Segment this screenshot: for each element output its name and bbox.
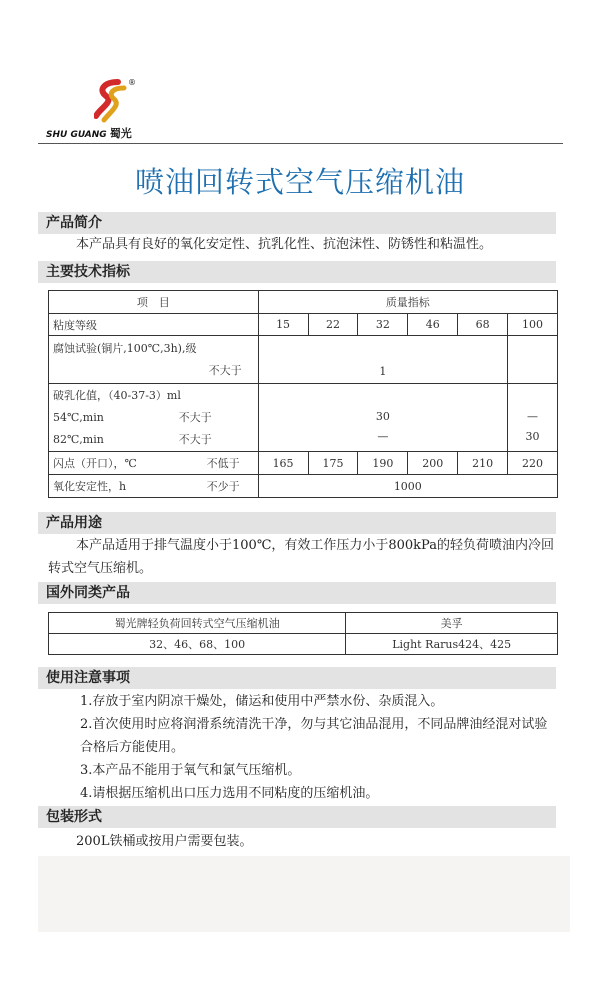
footer-panel <box>38 856 570 932</box>
oxidation-label-cell <box>49 475 259 498</box>
grade-cell: 15 <box>258 314 308 336</box>
corrosion-empty <box>508 336 558 384</box>
flash-cell: 190 <box>358 452 408 475</box>
note-item: 4.请根据压缩机出口压力选用不同粘度的压缩机油。 <box>80 786 379 801</box>
header-divider <box>38 143 563 144</box>
spec-header-item: 项 目 <box>49 291 259 314</box>
flash-cell: 165 <box>258 452 308 475</box>
flash-cell: 220 <box>508 452 558 475</box>
foreign-col1-value: 32、46、68、100 <box>49 634 346 655</box>
demuls-mid-cell <box>258 384 507 452</box>
oxidation-label: 氧化安定性，h <box>53 480 127 493</box>
demuls-mid-82: — <box>377 429 389 443</box>
oxidation-limit: 不少于 <box>206 480 240 493</box>
demuls-last-cell <box>508 384 558 452</box>
section-heading-foreign: 国外同类产品 <box>38 582 556 604</box>
corrosion-value <box>258 336 507 384</box>
grade-cell: 22 <box>308 314 358 336</box>
corrosion-label-cell <box>49 336 259 384</box>
flash-cell: 200 <box>408 452 458 475</box>
brand-logo <box>46 78 156 148</box>
oxidation-row <box>53 478 258 494</box>
section-heading-packaging: 包装形式 <box>38 806 556 828</box>
foreign-col1-header: 蜀光牌轻负荷回转式空气压缩机油 <box>49 613 346 634</box>
section-heading-notes: 使用注意事项 <box>38 667 556 689</box>
note-item: 3.本产品不能用于氧气和氯气压缩机。 <box>80 763 301 778</box>
note-item: 2.首次使用时应将润滑系统清洗干净，勿与其它油品混用，不同品牌油经混对试验合格后方能使用。 <box>80 717 548 755</box>
packaging-text: 200L铁桶或按用户需要包装。 <box>76 834 253 849</box>
brand-name-en: SHU GUANG <box>46 130 107 140</box>
demuls-last-82: 30 <box>525 429 540 443</box>
flash-label-cell <box>49 452 259 475</box>
flash-cell: 175 <box>308 452 358 475</box>
demuls-limit-82: 不大于 <box>178 432 212 446</box>
grade-cell: 32 <box>358 314 408 336</box>
demuls-limit-54: 不大于 <box>178 410 212 424</box>
section-heading-specs: 主要技术指标 <box>38 261 556 283</box>
spec-header-quality: 质量指标 <box>258 291 557 314</box>
corrosion-value-text: 1 <box>379 365 387 378</box>
brand-mark-icon <box>94 78 128 124</box>
flash-label: 闪点（开口），℃ <box>53 457 137 470</box>
demuls-mid-54: 30 <box>375 409 390 423</box>
corrosion-limit: 不大于 <box>208 363 242 377</box>
demuls-row-54 <box>53 407 258 429</box>
foreign-col2-value: Light Rarus424、425 <box>346 634 558 655</box>
section-heading-usage: 产品用途 <box>38 512 556 534</box>
section-heading-intro: 产品简介 <box>38 212 556 234</box>
corrosion-label: 腐蚀试验(铜片,100℃,3h),级 <box>53 341 197 355</box>
note-item: 1.存放于室内阴凉干燥处，储运和使用中严禁水份、杂质混入。 <box>80 694 444 709</box>
usage-text: 本产品适用于排气温度小于100℃，有效工作压力小于800kPa的轻负荷喷油内冷回转式空气压缩机。 <box>48 538 554 576</box>
registered-mark: ® <box>128 78 136 87</box>
demuls-label: 破乳化值，（40-37-3）ml <box>53 388 181 402</box>
page-title: 喷油回转式空气压缩机油 <box>134 165 465 199</box>
viscosity-label: 粘度等级 <box>49 314 259 336</box>
flash-cell: 210 <box>458 452 508 475</box>
demuls-row-82 <box>53 429 258 451</box>
intro-text: 本产品具有良好的氧化安定性、抗乳化性、抗泡沫性、防锈性和粘温性。 <box>76 237 493 252</box>
grade-cell: 68 <box>458 314 508 336</box>
foreign-table <box>48 612 558 655</box>
demuls-temp-82: 82℃,min <box>53 432 104 446</box>
brand-wordmark <box>46 125 132 141</box>
flash-limit: 不低于 <box>206 457 240 470</box>
demuls-last-54: — <box>527 409 539 423</box>
flash-row <box>53 455 258 471</box>
notes-list <box>48 690 558 805</box>
brand-name-cn: 蜀光 <box>109 127 132 140</box>
grade-cell: 100 <box>508 314 558 336</box>
foreign-col2-header: 美孚 <box>346 613 558 634</box>
demuls-temp-54: 54℃,min <box>53 410 104 424</box>
demuls-label-cell <box>49 384 259 452</box>
oxidation-value: 1000 <box>258 475 557 498</box>
grade-cell: 46 <box>408 314 458 336</box>
spec-table <box>48 290 558 498</box>
